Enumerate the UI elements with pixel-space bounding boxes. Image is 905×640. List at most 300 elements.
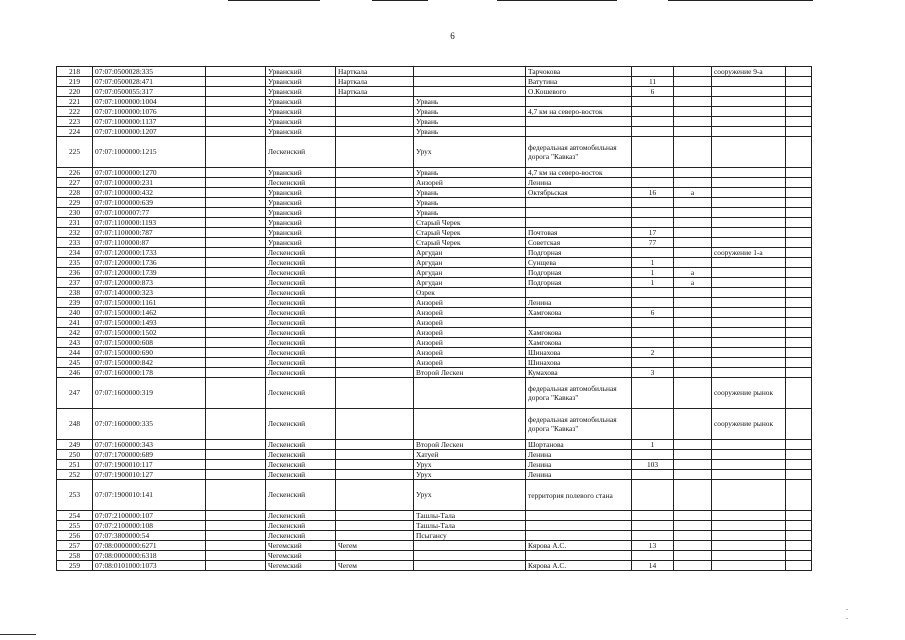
street-cell <box>526 127 632 137</box>
table-row <box>57 480 812 511</box>
empty-cell <box>786 208 812 218</box>
house-number-cell <box>632 208 674 218</box>
street-cell: Тарчокова <box>526 67 632 77</box>
empty-cell <box>786 551 812 561</box>
empty-cell <box>786 258 812 268</box>
locality-cell: Нарткала <box>336 87 414 97</box>
cadastral-number: 07:07:1000000:432 <box>93 188 206 198</box>
blank-cell <box>206 541 266 551</box>
blank-cell <box>206 77 266 87</box>
letter-cell <box>674 521 712 531</box>
district-cell: Лескенский <box>266 338 336 348</box>
district-cell: Лескенский <box>266 460 336 470</box>
district-cell: Лескенский <box>266 268 336 278</box>
cadastral-number: 07:07:1500000:1493 <box>93 318 206 328</box>
district-cell: Чегемский <box>266 541 336 551</box>
blank-cell <box>206 258 266 268</box>
settlement-cell <box>414 77 526 87</box>
district-cell: Урванский <box>266 218 336 228</box>
locality-cell <box>336 198 414 208</box>
house-number-cell <box>632 450 674 460</box>
locality-cell <box>336 440 414 450</box>
scan-specks: . . <box>846 603 870 621</box>
blank-cell <box>206 188 266 198</box>
table-row <box>57 137 812 168</box>
table-row <box>57 77 812 87</box>
row-number: 219 <box>57 77 93 87</box>
note-cell <box>712 480 786 511</box>
cadastral-number: 07:07:0500028:471 <box>93 77 206 87</box>
house-number-cell <box>632 358 674 368</box>
empty-cell <box>786 368 812 378</box>
table-row <box>57 288 812 298</box>
cadastral-number: 07:07:1000000:1215 <box>93 137 206 168</box>
empty-cell <box>786 308 812 318</box>
note-cell <box>712 107 786 117</box>
locality-cell <box>336 460 414 470</box>
row-number: 221 <box>57 97 93 107</box>
settlement-cell: Урвань <box>414 198 526 208</box>
table-row <box>57 97 812 107</box>
district-cell: Урванский <box>266 87 336 97</box>
note-cell <box>712 318 786 328</box>
district-cell: Урванский <box>266 188 336 198</box>
settlement-cell: Урвань <box>414 127 526 137</box>
scan-top-line <box>228 0 320 1</box>
street-cell <box>526 117 632 127</box>
cadastral-number: 07:07:1500000:842 <box>93 358 206 368</box>
blank-cell <box>206 378 266 409</box>
empty-cell <box>786 228 812 238</box>
letter-cell <box>674 480 712 511</box>
empty-cell <box>786 531 812 541</box>
note-cell <box>712 208 786 218</box>
cadastral-number: 07:07:1600000:343 <box>93 440 206 450</box>
locality-cell <box>336 268 414 278</box>
district-cell: Чегемский <box>266 561 336 571</box>
empty-cell <box>786 561 812 571</box>
row-number: 218 <box>57 67 93 77</box>
house-number-cell: 1 <box>632 258 674 268</box>
note-cell <box>712 551 786 561</box>
cadastral-number: 07:07:0500055:317 <box>93 87 206 97</box>
note-cell <box>712 541 786 551</box>
house-number-cell <box>632 318 674 328</box>
district-cell: Урванский <box>266 97 336 107</box>
table-row <box>57 208 812 218</box>
empty-cell <box>786 87 812 97</box>
house-number-cell: 14 <box>632 561 674 571</box>
settlement-cell: Урвань <box>414 97 526 107</box>
letter-cell <box>674 178 712 188</box>
letter-cell <box>674 238 712 248</box>
house-number-cell <box>632 480 674 511</box>
cadastral-number: 07:08:0000000:6318 <box>93 551 206 561</box>
empty-cell <box>786 480 812 511</box>
cadastral-number: 07:07:1500000:1161 <box>93 298 206 308</box>
locality-cell <box>336 308 414 318</box>
house-number-cell: 2 <box>632 348 674 358</box>
locality-cell <box>336 298 414 308</box>
row-number: 232 <box>57 228 93 238</box>
cadastral-number: 07:07:0500028:335 <box>93 67 206 77</box>
letter-cell <box>674 298 712 308</box>
empty-cell <box>786 378 812 409</box>
note-cell <box>712 511 786 521</box>
district-cell: Урванский <box>266 127 336 137</box>
district-cell: Урванский <box>266 77 336 87</box>
empty-cell <box>786 278 812 288</box>
blank-cell <box>206 198 266 208</box>
house-number-cell <box>632 248 674 258</box>
blank-cell <box>206 238 266 248</box>
empty-cell <box>786 97 812 107</box>
district-cell: Лескенский <box>266 480 336 511</box>
row-number: 258 <box>57 551 93 561</box>
empty-cell <box>786 178 812 188</box>
table-row <box>57 338 812 348</box>
registry-table-body <box>57 67 812 571</box>
note-cell <box>712 358 786 368</box>
row-number: 251 <box>57 460 93 470</box>
district-cell: Урванский <box>266 67 336 77</box>
table-row <box>57 531 812 541</box>
note-cell: сооружение рынок <box>712 378 786 409</box>
note-cell <box>712 460 786 470</box>
district-cell: Лескенский <box>266 378 336 409</box>
district-cell: Урванский <box>266 208 336 218</box>
blank-cell <box>206 368 266 378</box>
letter-cell <box>674 208 712 218</box>
row-number: 231 <box>57 218 93 228</box>
row-number: 240 <box>57 308 93 318</box>
blank-cell <box>206 228 266 238</box>
blank-cell <box>206 117 266 127</box>
cadastral-number: 07:07:1000000:639 <box>93 198 206 208</box>
row-number: 237 <box>57 278 93 288</box>
settlement-cell: Урух <box>414 137 526 168</box>
settlement-cell: Анзорей <box>414 318 526 328</box>
blank-cell <box>206 127 266 137</box>
empty-cell <box>786 67 812 77</box>
blank-cell <box>206 298 266 308</box>
blank-cell <box>206 248 266 258</box>
blank-cell <box>206 137 266 168</box>
locality-cell <box>336 450 414 460</box>
row-number: 222 <box>57 107 93 117</box>
district-cell: Лескенский <box>266 450 336 460</box>
settlement-cell: Старый Черек <box>414 238 526 248</box>
letter-cell <box>674 218 712 228</box>
table-row <box>57 460 812 470</box>
blank-cell <box>206 278 266 288</box>
house-number-cell: 11 <box>632 77 674 87</box>
table-row <box>57 198 812 208</box>
blank-cell <box>206 440 266 450</box>
note-cell: сооружение рынок <box>712 409 786 440</box>
settlement-cell <box>414 67 526 77</box>
house-number-cell <box>632 107 674 117</box>
house-number-cell: 103 <box>632 460 674 470</box>
row-number: 245 <box>57 358 93 368</box>
row-number: 254 <box>57 511 93 521</box>
house-number-cell <box>632 328 674 338</box>
letter-cell <box>674 368 712 378</box>
district-cell: Лескенский <box>266 278 336 288</box>
empty-cell <box>786 348 812 358</box>
street-cell <box>526 97 632 107</box>
letter-cell <box>674 561 712 571</box>
row-number: 246 <box>57 368 93 378</box>
cadastral-number: 07:07:1600000:335 <box>93 409 206 440</box>
row-number: 223 <box>57 117 93 127</box>
settlement-cell: Ташлы-Тала <box>414 511 526 521</box>
letter-cell <box>674 258 712 268</box>
letter-cell <box>674 328 712 338</box>
table-row <box>57 117 812 127</box>
street-cell <box>526 218 632 228</box>
locality-cell <box>336 480 414 511</box>
locality-cell <box>336 218 414 228</box>
letter-cell <box>674 137 712 168</box>
street-cell: Подгорная <box>526 248 632 258</box>
empty-cell <box>786 440 812 450</box>
note-cell <box>712 168 786 178</box>
street-cell: Ленина <box>526 298 632 308</box>
blank-cell <box>206 218 266 228</box>
district-cell: Лескенский <box>266 470 336 480</box>
table-row <box>57 378 812 409</box>
house-number-cell <box>632 67 674 77</box>
cadastral-number: 07:07:1500000:1462 <box>93 308 206 318</box>
row-number: 225 <box>57 137 93 168</box>
blank-cell <box>206 551 266 561</box>
street-cell: Ленина <box>526 470 632 480</box>
blank-cell <box>206 521 266 531</box>
district-cell: Лескенский <box>266 358 336 368</box>
row-number: 242 <box>57 328 93 338</box>
empty-cell <box>786 168 812 178</box>
street-cell <box>526 318 632 328</box>
street-cell <box>526 198 632 208</box>
locality-cell: Нарткала <box>336 77 414 87</box>
house-number-cell: 6 <box>632 87 674 97</box>
house-number-cell <box>632 551 674 561</box>
letter-cell <box>674 87 712 97</box>
house-number-cell <box>632 198 674 208</box>
blank-cell <box>206 288 266 298</box>
house-number-cell <box>632 288 674 298</box>
house-number-cell: 1 <box>632 268 674 278</box>
table-row <box>57 107 812 117</box>
letter-cell <box>674 409 712 440</box>
empty-cell <box>786 521 812 531</box>
cadastral-number: 07:07:2100000:107 <box>93 511 206 521</box>
cadastral-number: 07:08:0000000:6271 <box>93 541 206 551</box>
note-cell <box>712 368 786 378</box>
settlement-cell: Урвань <box>414 208 526 218</box>
row-number: 255 <box>57 521 93 531</box>
house-number-cell <box>632 409 674 440</box>
settlement-cell <box>414 541 526 551</box>
district-cell: Лескенский <box>266 328 336 338</box>
locality-cell: Нарткала <box>336 67 414 77</box>
letter-cell <box>674 97 712 107</box>
empty-cell <box>786 137 812 168</box>
table-row <box>57 409 812 440</box>
blank-cell <box>206 511 266 521</box>
settlement-cell: Аргудан <box>414 268 526 278</box>
street-cell <box>526 208 632 218</box>
blank-cell <box>206 178 266 188</box>
note-cell <box>712 268 786 278</box>
letter-cell <box>674 378 712 409</box>
street-cell <box>526 288 632 298</box>
locality-cell <box>336 470 414 480</box>
cadastral-number: 07:08:0101000:1073 <box>93 561 206 571</box>
settlement-cell: Анзорей <box>414 358 526 368</box>
house-number-cell <box>632 531 674 541</box>
cadastral-number: 07:07:1500000:608 <box>93 338 206 348</box>
row-number: 253 <box>57 480 93 511</box>
cadastral-number: 07:07:1100000:787 <box>93 228 206 238</box>
district-cell: Лескенский <box>266 308 336 318</box>
settlement-cell <box>414 551 526 561</box>
empty-cell <box>786 238 812 248</box>
settlement-cell: Старый Черек <box>414 218 526 228</box>
letter-cell <box>674 460 712 470</box>
table-row <box>57 268 812 278</box>
house-number-cell: 16 <box>632 188 674 198</box>
locality-cell <box>336 238 414 248</box>
house-number-cell <box>632 127 674 137</box>
table-row <box>57 127 812 137</box>
table-row <box>57 278 812 288</box>
cadastral-number: 07:07:1200000:873 <box>93 278 206 288</box>
district-cell: Лескенский <box>266 248 336 258</box>
row-number: 247 <box>57 378 93 409</box>
empty-cell <box>786 358 812 368</box>
locality-cell: Чегем <box>336 541 414 551</box>
locality-cell <box>336 188 414 198</box>
letter-cell <box>674 127 712 137</box>
row-number: 256 <box>57 531 93 541</box>
cadastral-number: 07:07:1200000:1739 <box>93 268 206 278</box>
table-row <box>57 521 812 531</box>
table-row <box>57 248 812 258</box>
empty-cell <box>786 77 812 87</box>
house-number-cell <box>632 168 674 178</box>
note-cell <box>712 440 786 450</box>
street-cell: Почтовая <box>526 228 632 238</box>
letter-cell: а <box>674 268 712 278</box>
settlement-cell: Анзорей <box>414 338 526 348</box>
note-cell <box>712 238 786 248</box>
district-cell: Урванский <box>266 198 336 208</box>
empty-cell <box>786 107 812 117</box>
cadastral-number: 07:07:1000000:231 <box>93 178 206 188</box>
blank-cell <box>206 480 266 511</box>
street-cell: Ленина <box>526 450 632 460</box>
table-row <box>57 328 812 338</box>
scan-corner-mark <box>0 634 36 635</box>
empty-cell <box>786 218 812 228</box>
cadastral-number: 07:07:1900010:141 <box>93 480 206 511</box>
registry-table <box>56 66 812 571</box>
row-number: 224 <box>57 127 93 137</box>
blank-cell <box>206 67 266 77</box>
row-number: 235 <box>57 258 93 268</box>
settlement-cell: Урух <box>414 460 526 470</box>
street-cell: Кярова А.С. <box>526 541 632 551</box>
empty-cell <box>786 338 812 348</box>
table-row <box>57 188 812 198</box>
settlement-cell: Урух <box>414 470 526 480</box>
note-cell <box>712 97 786 107</box>
empty-cell <box>786 198 812 208</box>
street-cell: Кярова А.С. <box>526 561 632 571</box>
district-cell: Урванский <box>266 168 336 178</box>
district-cell: Лескенский <box>266 440 336 450</box>
locality-cell <box>336 248 414 258</box>
settlement-cell: Урвань <box>414 188 526 198</box>
cadastral-number: 07:07:1900010:127 <box>93 470 206 480</box>
street-cell: федеральная автомобильная дорога "Кавказ" <box>526 409 632 440</box>
letter-cell <box>674 288 712 298</box>
row-number: 241 <box>57 318 93 328</box>
locality-cell <box>336 208 414 218</box>
row-number: 227 <box>57 178 93 188</box>
locality-cell <box>336 378 414 409</box>
house-number-cell: 17 <box>632 228 674 238</box>
house-number-cell <box>632 137 674 168</box>
district-cell: Лескенский <box>266 521 336 531</box>
settlement-cell: Хатуей <box>414 450 526 460</box>
note-cell <box>712 198 786 208</box>
house-number-cell: 1 <box>632 278 674 288</box>
district-cell: Лескенский <box>266 288 336 298</box>
house-number-cell: 6 <box>632 308 674 318</box>
note-cell <box>712 450 786 460</box>
settlement-cell <box>414 409 526 440</box>
table-row <box>57 561 812 571</box>
row-number: 259 <box>57 561 93 571</box>
note-cell <box>712 338 786 348</box>
blank-cell <box>206 338 266 348</box>
cadastral-number: 07:07:1100000:1193 <box>93 218 206 228</box>
table-row <box>57 368 812 378</box>
street-cell <box>526 531 632 541</box>
street-cell: Шинахова <box>526 348 632 358</box>
blank-cell <box>206 268 266 278</box>
letter-cell <box>674 358 712 368</box>
letter-cell <box>674 440 712 450</box>
letter-cell <box>674 228 712 238</box>
settlement-cell <box>414 561 526 571</box>
house-number-cell <box>632 117 674 127</box>
note-cell <box>712 470 786 480</box>
cadastral-number: 07:07:1000000:1076 <box>93 107 206 117</box>
district-cell: Лескенский <box>266 348 336 358</box>
row-number: 233 <box>57 238 93 248</box>
table-row <box>57 440 812 450</box>
table-row <box>57 450 812 460</box>
row-number: 239 <box>57 298 93 308</box>
settlement-cell: Анзорей <box>414 298 526 308</box>
letter-cell <box>674 107 712 117</box>
table-row <box>57 470 812 480</box>
district-cell: Лескенский <box>266 511 336 521</box>
